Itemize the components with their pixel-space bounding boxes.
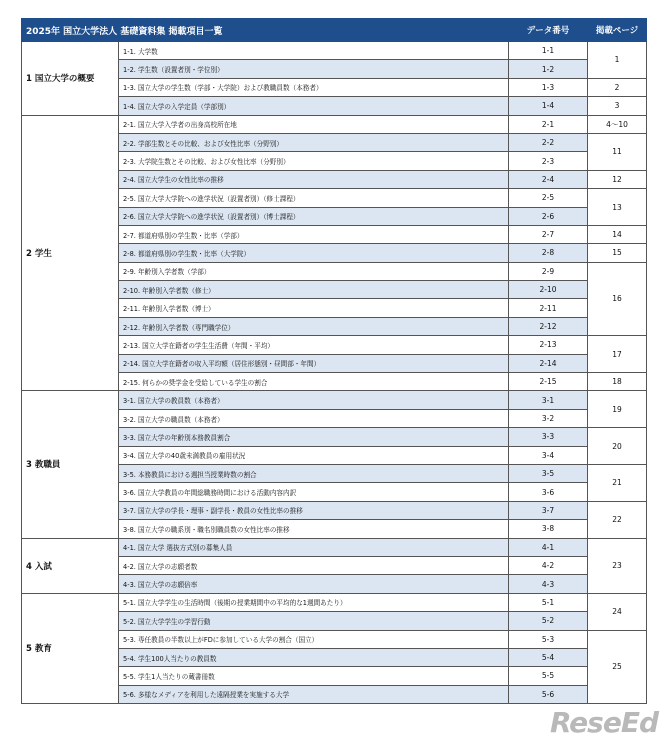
item-code: 3-8: [509, 520, 588, 538]
item-name: 2-9. 年齢別入学者数（学部）: [119, 262, 509, 280]
item-name: 2-7. 都道府県別の学生数・比率（学部）: [119, 225, 509, 243]
items-table-container: [21, 18, 646, 704]
item-code: 2-10: [509, 281, 588, 299]
item-name: 1-3. 国立大学の学生数（学部・大学院）および教職員数（本務者）: [119, 78, 509, 96]
table-row: [22, 391, 647, 409]
item-code: 3-7: [509, 501, 588, 519]
item-code: 5-6: [509, 685, 588, 703]
item-name: 2-10. 年齢別入学者数（修士）: [119, 281, 509, 299]
item-name: 1-4. 国立大学の入学定員（学部別）: [119, 97, 509, 115]
page-number: 25: [588, 630, 647, 704]
item-name: 3-5. 本務教員における週担当授業時数の割合: [119, 464, 509, 482]
table-title: 2025年 国立大学法人 基礎資料集 掲載項目一覧: [22, 19, 509, 42]
item-name: 3-8. 国立大学の職系別・職名別職員数の女性比率の推移: [119, 520, 509, 538]
item-code: 5-4: [509, 648, 588, 666]
page-number: 18: [588, 373, 647, 391]
section-label: 4 入試: [22, 538, 119, 593]
reseed-logo: ReseEd: [550, 706, 658, 739]
item-code: 1-3: [509, 78, 588, 96]
item-code: 1-4: [509, 97, 588, 115]
item-name: 1-2. 学生数（設置者別・学位別）: [119, 60, 509, 78]
item-code: 2-15: [509, 373, 588, 391]
item-code: 2-2: [509, 133, 588, 151]
item-name: 2-14. 国立大学在籍者の収入平均額（居住形態別・昼間部・年間）: [119, 354, 509, 372]
page-number: 2: [588, 78, 647, 96]
item-name: 5-1. 国立大学学生の生活時間（後期の授業期間中の平均的な1週間あたり）: [119, 593, 509, 611]
item-name: 2-6. 国立大学大学院への進学状況（設置者別）（博士課程）: [119, 207, 509, 225]
page-number: 13: [588, 189, 647, 226]
item-code: 3-5: [509, 464, 588, 482]
item-code: 4-3: [509, 575, 588, 593]
page-number: 23: [588, 538, 647, 593]
page-number: 20: [588, 428, 647, 465]
item-name: 5-5. 学生1人当たりの蔵書冊数: [119, 667, 509, 685]
item-name: 4-2. 国立大学の志願者数: [119, 556, 509, 574]
item-code: 3-3: [509, 428, 588, 446]
item-name: 5-2. 国立大学学生の学習行動: [119, 612, 509, 630]
item-code: 2-8: [509, 244, 588, 262]
page-number: 1: [588, 42, 647, 79]
page-number: 21: [588, 464, 647, 501]
item-name: 5-6. 多様なメディアを利用した遠隔授業を実施する大学: [119, 685, 509, 703]
table-row: [22, 538, 647, 556]
page-number: 11: [588, 133, 647, 170]
item-name: 2-11. 年齢別入学者数（博士）: [119, 299, 509, 317]
code-column-header: データ番号: [509, 19, 588, 42]
item-code: 2-4: [509, 170, 588, 188]
item-name: 2-1. 国立大学入学者の出身高校所在地: [119, 115, 509, 133]
page-number: 17: [588, 336, 647, 373]
item-name: 5-3. 専任教員の半数以上がFDに参加している大学の割合（国立）: [119, 630, 509, 648]
items-table: [21, 18, 647, 704]
page-number: 3: [588, 97, 647, 115]
page-column-header: 掲載ページ: [588, 19, 647, 42]
item-code: 2-12: [509, 317, 588, 335]
page-number: 12: [588, 170, 647, 188]
item-code: 3-6: [509, 483, 588, 501]
table-row: [22, 115, 647, 133]
item-name: 2-8. 都道府県別の学生数・比率（大学院）: [119, 244, 509, 262]
page-number: 4〜10: [588, 115, 647, 133]
item-name: 3-1. 国立大学の教員数（本務者）: [119, 391, 509, 409]
section-label: 1 国立大学の概要: [22, 42, 119, 116]
item-code: 2-7: [509, 225, 588, 243]
item-code: 5-5: [509, 667, 588, 685]
item-code: 2-3: [509, 152, 588, 170]
item-code: 2-5: [509, 189, 588, 207]
item-code: 3-2: [509, 409, 588, 427]
item-name: 3-7. 国立大学の学長・理事・副学長・教員の女性比率の推移: [119, 501, 509, 519]
section-label: 3 教職員: [22, 391, 119, 538]
page-number: 19: [588, 391, 647, 428]
item-name: 1-1. 大学数: [119, 42, 509, 60]
page-number: 22: [588, 501, 647, 538]
item-code: 3-1: [509, 391, 588, 409]
item-name: 3-4. 国立大学の40歳未満教員の雇用状況: [119, 446, 509, 464]
item-name: 2-3. 大学院生数とその比較、および女性比率（分野別）: [119, 152, 509, 170]
item-code: 2-14: [509, 354, 588, 372]
page-number: 16: [588, 262, 647, 336]
item-code: 1-2: [509, 60, 588, 78]
item-code: 5-2: [509, 612, 588, 630]
item-name: 2-2. 学部生数とその比較、および女性比率（分野別）: [119, 133, 509, 151]
item-code: 2-1: [509, 115, 588, 133]
section-label: 2 学生: [22, 115, 119, 391]
table-header-row: [22, 19, 647, 42]
item-code: 5-3: [509, 630, 588, 648]
item-name: 2-4. 国立大学生の女性比率の推移: [119, 170, 509, 188]
item-code: 5-1: [509, 593, 588, 611]
item-name: 3-3. 国立大学の年齢別本務教員割合: [119, 428, 509, 446]
item-code: 2-13: [509, 336, 588, 354]
item-name: 4-3. 国立大学の志願倍率: [119, 575, 509, 593]
item-code: 2-11: [509, 299, 588, 317]
table-row: [22, 42, 647, 60]
item-code: 2-6: [509, 207, 588, 225]
item-name: 3-2. 国立大学の職員数（本務者）: [119, 409, 509, 427]
item-code: 3-4: [509, 446, 588, 464]
item-code: 2-9: [509, 262, 588, 280]
item-name: 5-4. 学生100人当たりの教員数: [119, 648, 509, 666]
page-number: 15: [588, 244, 647, 262]
item-name: 2-12. 年齢別入学者数（専門職学位）: [119, 317, 509, 335]
page-number: 14: [588, 225, 647, 243]
section-label: 5 教育: [22, 593, 119, 703]
item-name: 2-15. 何らかの奨学金を受給している学生の割合: [119, 373, 509, 391]
item-name: 3-6. 国立大学教員の年間総職務時間における活動内容内訳: [119, 483, 509, 501]
item-name: 4-1. 国立大学 選抜方式別の募集人員: [119, 538, 509, 556]
item-name: 2-5. 国立大学大学院への進学状況（設置者別）（修士課程）: [119, 189, 509, 207]
item-code: 4-1: [509, 538, 588, 556]
table-row: [22, 593, 647, 611]
page-number: 24: [588, 593, 647, 630]
item-name: 2-13. 国立大学在籍者の学生生活費（年間・平均）: [119, 336, 509, 354]
item-code: 1-1: [509, 42, 588, 60]
item-code: 4-2: [509, 556, 588, 574]
